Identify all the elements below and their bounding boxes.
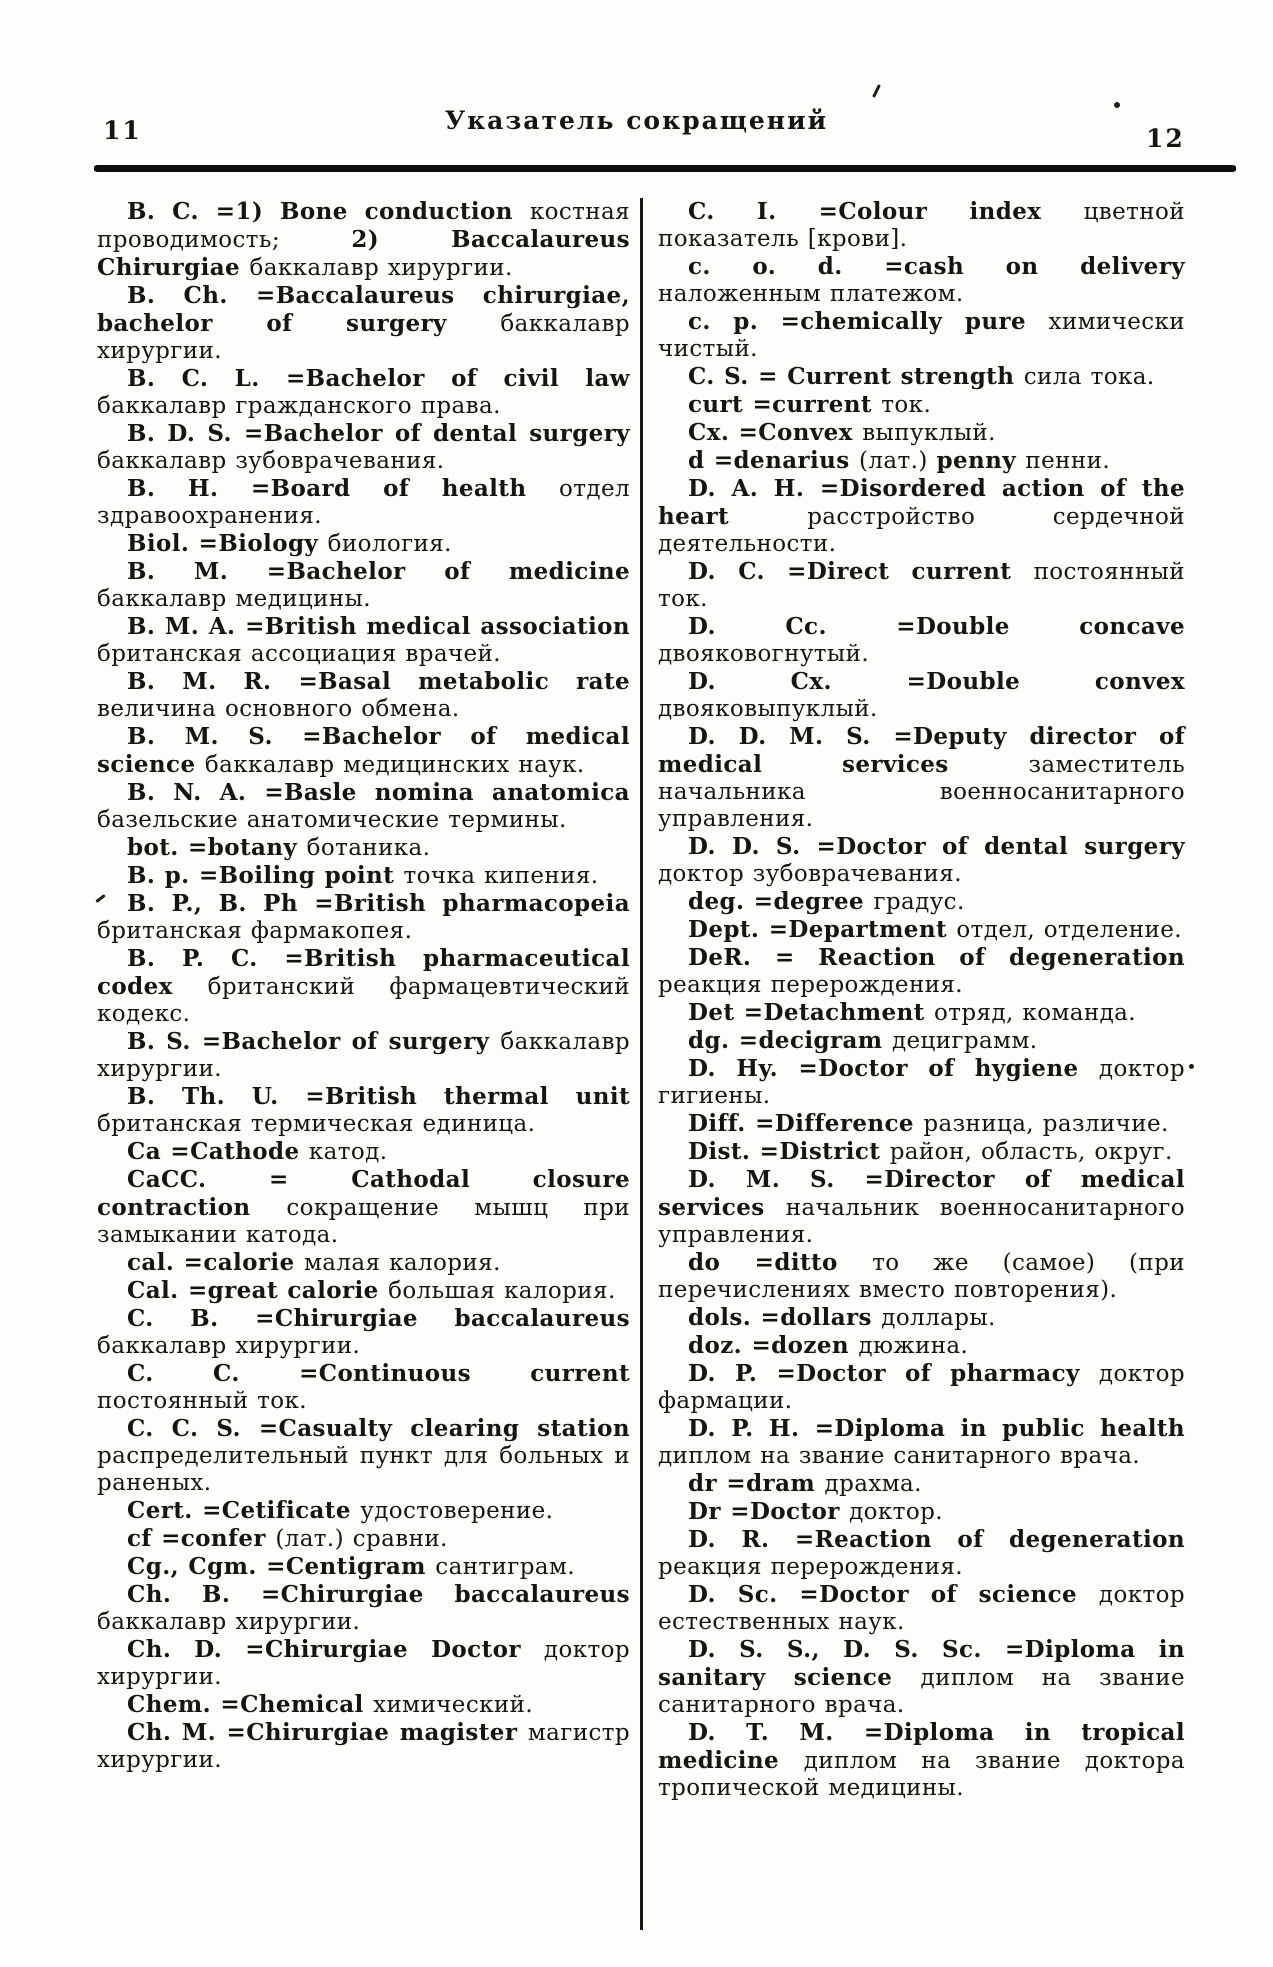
entry-translation: ток. <box>881 392 932 418</box>
dictionary-entry <box>658 723 1185 833</box>
entry-translation: цветной показатель [крови]. <box>658 199 1185 252</box>
entry-term: c. o. d. =cash on delivery <box>688 253 1185 280</box>
dictionary-entry <box>97 862 630 890</box>
dictionary-columns <box>97 198 1185 1930</box>
dictionary-entry <box>97 1277 630 1305</box>
entry-term: C. C. S. =Casualty clearing station <box>127 1415 630 1442</box>
entry-translation: биология. <box>327 531 452 557</box>
entry-term: Cal. =great calorie <box>127 1277 389 1304</box>
dictionary-entry <box>97 1415 630 1497</box>
dictionary-entry <box>658 363 1185 391</box>
entry-term: D. C. =Direct current <box>688 558 1034 585</box>
dictionary-entry <box>658 888 1185 916</box>
dictionary-entry <box>658 833 1185 888</box>
entry-translation: то же (самое) (при перечислениях вместо повторения). <box>658 1250 1185 1303</box>
entry-translation: сила тока. <box>1023 364 1155 390</box>
entry-translation: доктор естественных наук. <box>658 1582 1185 1635</box>
entry-translation: баккалавр медицинских наук. <box>204 752 585 778</box>
page-title: Указатель сокращений <box>444 106 829 135</box>
entry-translation: сокращение мышц при замыкании катода. <box>97 1195 630 1248</box>
entry-term: B. C. L. =Bachelor of civil law <box>127 365 630 392</box>
entry-term: B. P., B. Ph =British pharmacopeia <box>127 890 630 917</box>
dictionary-entry <box>97 282 630 365</box>
dictionary-entry <box>97 834 630 862</box>
dictionary-entry <box>658 1249 1185 1304</box>
ink-speck <box>872 84 881 98</box>
dictionary-entry <box>658 558 1185 613</box>
entry-term: dg. =decigram <box>688 1027 892 1054</box>
dictionary-entry <box>658 1027 1185 1055</box>
entry-translation: костная проводимость; <box>97 199 630 253</box>
entry-term: B. P. C. =British pharmaceutical codex <box>97 945 630 1000</box>
dictionary-entry <box>658 1526 1185 1581</box>
entry-translation: наложенным платежом. <box>658 281 964 307</box>
entry-term: dols. =dollars <box>688 1304 882 1331</box>
dictionary-entry <box>658 1110 1185 1138</box>
dictionary-entry <box>658 1138 1185 1166</box>
dictionary-entry <box>658 419 1185 447</box>
entry-term: D. M. S. =Director of medical services <box>658 1166 1185 1221</box>
entry-term: B. M. A. =British medical association <box>127 613 630 640</box>
dictionary-entry <box>97 1305 630 1360</box>
dictionary-entry <box>658 1055 1185 1110</box>
entry-term: B. S. =Bachelor of surgery <box>127 1028 501 1055</box>
entry-term: Ch. B. =Chirurgiae baccalaureus <box>127 1581 630 1608</box>
entry-term: CaCC. = Cathodal closure contraction <box>97 1166 630 1221</box>
dictionary-entry <box>97 1691 630 1719</box>
entry-term: C. C. =Continuous current <box>127 1360 630 1387</box>
column-divider <box>640 198 643 1930</box>
entry-term: Ch. D. =Chirurgiae Doctor <box>127 1636 544 1663</box>
dictionary-entry <box>97 1525 630 1553</box>
entry-term: D. D. S. =Doctor of dental surgery <box>688 833 1185 860</box>
entry-translation: магистр хирургии. <box>97 1720 630 1773</box>
entry-translation: отряд, команда. <box>934 1000 1136 1026</box>
dictionary-entry <box>97 668 630 723</box>
entry-term: C. S. = Current strength <box>688 363 1024 390</box>
entry-term: D. P. =Doctor of pharmacy <box>688 1360 1099 1387</box>
entry-term: cf =confer <box>127 1525 276 1552</box>
dictionary-entry <box>97 1138 630 1166</box>
entry-translation: баккалавр гражданского права. <box>97 393 501 419</box>
dictionary-entry <box>658 613 1185 668</box>
entry-term: Biol. =Biology <box>127 530 328 557</box>
entry-term: Det =Detachment <box>688 999 935 1026</box>
entry-translation: удостоверение. <box>360 1498 554 1524</box>
dictionary-entry <box>97 1553 630 1581</box>
entry-term: D. Sc. =Doctor of science <box>688 1581 1099 1608</box>
entry-translation: величина основного обмена. <box>97 696 460 722</box>
entry-translation: двояковогнутый. <box>658 641 870 667</box>
entry-translation: сантиграм. <box>435 1554 575 1580</box>
dictionary-entry <box>658 1498 1185 1526</box>
entry-term: deg. =degree <box>688 888 874 915</box>
entry-term: D. Cc. =Double concave <box>688 613 1185 640</box>
entry-term: Ch. M. =Chirurgiae magister <box>127 1719 528 1746</box>
entry-term: C. I. =Colour index <box>688 198 1084 225</box>
entry-translation: катод. <box>308 1139 388 1165</box>
entry-translation: баккалавр медицины. <box>97 586 371 612</box>
entry-term: C. B. =Chirurgiae baccalaureus <box>127 1305 630 1332</box>
entry-term: B. N. A. =Basle nomina anatomica <box>127 779 630 806</box>
dictionary-entry <box>658 944 1185 999</box>
entry-translation: химический. <box>373 1692 534 1718</box>
entry-term: Diff. =Difference <box>688 1110 924 1137</box>
entry-term: 2) Baccalaureus Chirurgiae <box>97 226 630 281</box>
entry-translation: расстройство сердечной деятельности. <box>658 504 1185 557</box>
dictionary-entry <box>658 1581 1185 1636</box>
dictionary-entry <box>658 198 1185 253</box>
dictionary-entry <box>97 530 630 558</box>
entry-term: Chem. =Chemical <box>127 1691 374 1718</box>
entry-translation: заместитель начальника военносанитарного управления. <box>658 752 1185 832</box>
entry-term: Ca =Cathode <box>127 1138 309 1165</box>
entry-translation: доктор зубоврачевания. <box>658 861 962 887</box>
entry-translation: доктор хирургии. <box>97 1637 630 1690</box>
entry-term: D. T. M. =Diploma in tropical medicine <box>658 1719 1185 1774</box>
ink-speck <box>1189 1064 1194 1069</box>
dictionary-entry <box>658 668 1185 723</box>
entry-term: dr =dram <box>688 1470 825 1497</box>
dictionary-entry <box>97 1249 630 1277</box>
entry-translation: двояковыпуклый. <box>658 696 878 722</box>
entry-translation: баккалавр хирургии. <box>97 1609 361 1635</box>
dictionary-entry <box>97 613 630 668</box>
entry-term: Dist. =District <box>688 1138 890 1165</box>
entry-translation: доктор гигиены. <box>658 1056 1185 1109</box>
dictionary-entry <box>97 1028 630 1083</box>
dictionary-entry <box>97 198 630 282</box>
entry-term: Cert. =Cetificate <box>127 1497 361 1524</box>
dictionary-entry <box>97 890 630 945</box>
entry-translation: (лат.) <box>859 448 937 474</box>
entry-translation: ботаника. <box>306 835 431 861</box>
entry-translation: большая калория. <box>388 1278 616 1304</box>
entry-translation: британская фармакопея. <box>97 918 413 944</box>
entry-term: cal. =calorie <box>127 1249 305 1276</box>
entry-term: DeR. = Reaction of degeneration <box>688 944 1185 971</box>
entry-term: B. Th. U. =British thermal unit <box>127 1083 630 1110</box>
dictionary-entry <box>97 945 630 1028</box>
entry-translation: химически чистый. <box>658 309 1185 362</box>
entry-term: curt =current <box>688 391 882 418</box>
entry-translation: баккалавр хирургии. <box>97 1029 630 1082</box>
dictionary-entry <box>658 916 1185 944</box>
page-number-right: 12 <box>1146 124 1185 153</box>
entry-term: penny <box>936 447 1026 474</box>
dictionary-entry <box>97 558 630 613</box>
header-rule <box>94 165 1236 172</box>
entry-translation: градус. <box>873 889 965 915</box>
dictionary-entry <box>97 779 630 834</box>
entry-translation: баккалавр хирургии. <box>249 255 513 281</box>
entry-term: Cg., Cgm. =Centigram <box>127 1553 436 1580</box>
entry-translation: баккалавр хирургии. <box>97 1333 361 1359</box>
entry-term: B. p. =Boiling point <box>127 862 404 889</box>
entry-term: D. A. H. =Disordered action of the heart <box>658 475 1185 530</box>
entry-term: doz. =dozen <box>688 1332 859 1359</box>
dictionary-entry <box>658 1415 1185 1470</box>
entry-translation: разница, различие. <box>923 1111 1169 1137</box>
dictionary-entry <box>97 1166 630 1249</box>
entry-term: B. M. =Bachelor of medicine <box>127 558 630 585</box>
entry-translation: отдел, отделение. <box>956 917 1182 943</box>
dictionary-entry <box>658 1360 1185 1415</box>
ink-speck <box>1114 102 1120 108</box>
entry-term: B. D. S. =Bachelor of dental surgery <box>127 420 630 447</box>
entry-translation: постоянный ток. <box>658 559 1185 612</box>
dictionary-entry <box>97 1719 630 1774</box>
left-column <box>97 198 630 1930</box>
entry-term: Cx. =Convex <box>688 419 863 446</box>
entry-term: D. Cx. =Double convex <box>688 668 1185 695</box>
dictionary-entry <box>658 475 1185 558</box>
entry-term: D. P. H. =Diploma in public health <box>688 1415 1185 1442</box>
entry-term: d =denarius <box>688 447 860 474</box>
entry-term: B. M. R. =Basal metabolic rate <box>127 668 630 695</box>
dictionary-entry <box>97 475 630 530</box>
entry-translation: британская термическая единица. <box>97 1111 536 1137</box>
dictionary-entry <box>97 420 630 475</box>
entry-term: D. S. S., D. S. Sc. =Diploma in sanitary science <box>658 1636 1185 1691</box>
entry-translation: британский фармацевтический кодекс. <box>97 974 630 1027</box>
entry-term: D. R. =Reaction of degeneration <box>688 1526 1185 1553</box>
entry-term: B. M. S. =Bachelor of medical science <box>97 723 630 778</box>
entry-translation: дюжина. <box>858 1333 969 1359</box>
dictionary-entry <box>97 723 630 779</box>
dictionary-entry <box>658 1636 1185 1719</box>
dictionary-entry <box>658 1719 1185 1802</box>
entry-translation: доктор. <box>849 1499 943 1525</box>
dictionary-entry <box>97 1636 630 1691</box>
dictionary-entry <box>97 1581 630 1636</box>
dictionary-entry <box>97 1497 630 1525</box>
dictionary-entry <box>658 447 1185 475</box>
dictionary-entry <box>658 1470 1185 1498</box>
entry-translation: баккалавр хирургии. <box>97 311 630 364</box>
entry-translation: пенни. <box>1025 448 1111 474</box>
entry-translation: малая калория. <box>304 1250 501 1276</box>
entry-translation: выпуклый. <box>862 420 996 446</box>
entry-translation: базельские анатомические термины. <box>97 807 567 833</box>
dictionary-entry <box>658 1332 1185 1360</box>
dictionary-entry <box>658 999 1185 1027</box>
entry-translation: реакция перерождения. <box>658 1554 964 1580</box>
entry-translation: диплом на звание доктора тропической медицины. <box>658 1748 1185 1801</box>
dictionary-entry <box>97 1360 630 1415</box>
entry-translation: дециграмм. <box>891 1028 1038 1054</box>
dictionary-entry <box>97 365 630 420</box>
dictionary-entry <box>658 253 1185 308</box>
dictionary-entry <box>658 308 1185 363</box>
entry-translation: диплом на звание санитарного врача. <box>658 1443 1141 1469</box>
entry-translation: начальник военносанитарного управления. <box>658 1195 1186 1248</box>
entry-term: Dept. =Department <box>688 916 957 943</box>
entry-translation: постоянный ток. <box>97 1388 308 1414</box>
entry-translation: отдел здравоохранения. <box>97 476 630 529</box>
entry-term: D. Hy. =Doctor of hygiene <box>688 1055 1099 1082</box>
entry-term: B. Ch. =Baccalaureus chirurgiae, bachelor of surgery <box>97 282 630 337</box>
entry-translation: доллары. <box>881 1305 996 1331</box>
entry-translation: британская ассоциация врачей. <box>97 641 501 667</box>
entry-term: Dr =Doctor <box>688 1498 850 1525</box>
entry-translation: доктор фармации. <box>658 1361 1185 1414</box>
dictionary-entry <box>658 1166 1185 1249</box>
entry-term: c. p. =chemically pure <box>688 308 1049 335</box>
entry-translation: точка кипения. <box>403 863 599 889</box>
entry-term: B. H. =Board of health <box>127 475 560 502</box>
entry-translation: реакция перерождения. <box>658 972 964 998</box>
entry-translation: (лат.) сравни. <box>275 1526 448 1552</box>
entry-translation: район, область, округ. <box>889 1139 1173 1165</box>
right-column <box>658 198 1185 1930</box>
entry-term: do =ditto <box>688 1249 873 1276</box>
entry-term: D. D. M. S. =Deputy director of medical services <box>658 723 1185 778</box>
dictionary-entry <box>658 391 1185 419</box>
dictionary-entry <box>97 1083 630 1138</box>
entry-term: B. C. =1) Bone conduction <box>127 198 530 225</box>
page-number-left: 11 <box>103 116 142 145</box>
entry-translation: диплом на звание санитарного врача. <box>658 1665 1185 1718</box>
entry-term: bot. =botany <box>127 834 307 861</box>
entry-translation: распределительный пункт для больных и раненых. <box>97 1443 630 1496</box>
entry-translation: баккалавр зубоврачевания. <box>97 448 445 474</box>
entry-translation: драхма. <box>824 1471 922 1497</box>
dictionary-entry <box>658 1304 1185 1332</box>
